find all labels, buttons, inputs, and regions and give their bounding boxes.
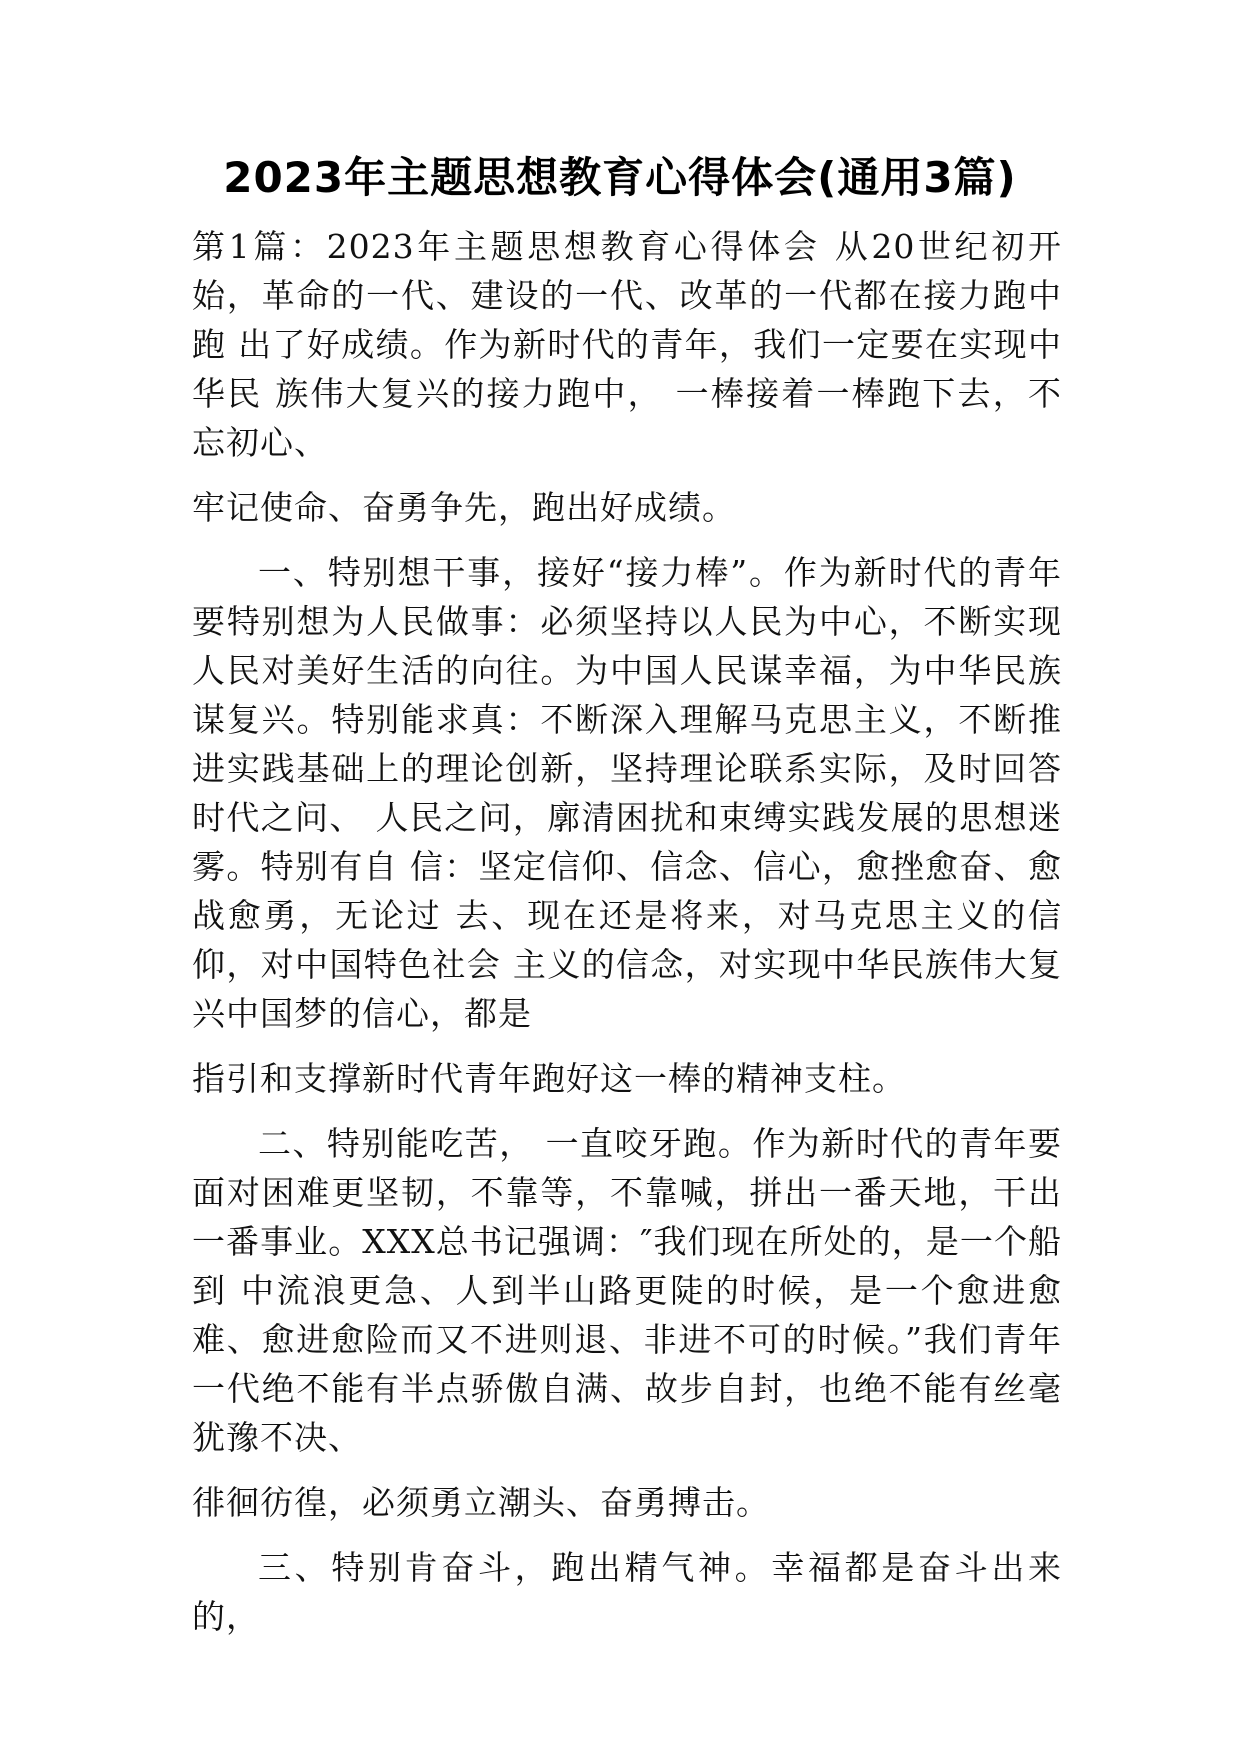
paragraph-intro-continued: 牢记使命、奋勇争先，跑出好成绩。 — [192, 488, 736, 527]
paragraph-section-two-continued: 徘徊彷徨，必须勇立潮头、奋勇搏击。 — [192, 1483, 770, 1522]
paragraph-section-one-continued: 指引和支撑新时代青年跑好这一棒的精神支柱。 — [192, 1059, 906, 1098]
document-body — [192, 222, 1062, 1641]
paragraph-section-two: 二、特别能吃苦， 一直咬牙跑。作为新时代的青年要面对困难更坚韧，不靠等，不靠喊，拼出一番天地，干出一番事业。XXX总书记强调：″我们现在所处的，是一个船到 中流浪更急、人到半山路更陡的时候，是一个愈进愈难、愈进愈险而又不进则退、非进不可的时候。”我们青年一代绝不能有半点骄傲自满、故步自封，也绝不能有丝毫犹豫不决、 — [192, 1124, 1062, 1457]
paragraph-intro: 第1篇：2023年主题思想教育心得体会 从20世纪初开 始，革命的一代、建设的一代、改革的一代都在接力跑中跑 出了好成绩。作为新时代的青年，我们一定要在实现中华民 族伟大复兴的接力跑中， 一棒接着一棒跑下去，不忘初心、 — [192, 227, 1062, 462]
document-title: 2023年主题思想教育心得体会(通用3篇) — [223, 153, 1017, 202]
paragraph-section-one: 一、特别想干事，接好“接力棒”。作为新时代的青年要特别想为人民做事：必须坚持以人民为中心，不断实现人民对美好生活的向往。为中国人民谋幸福，为中华民族谋复兴。特别能求真：不断深入理解马克思主义，不断推进实践基础上的理论创新，坚持理论联系实际，及时回答时代之问、 人民之问，廓清困扰和束缚实践发展的思想迷雾。特别有自 信：坚定信仰、信念、信心，愈挫愈奋、愈战愈勇，无论过 去、现在还是将来，对马克思主义的信仰，对中国特色社会 主义的信念，对实现中华民族伟大复兴中国梦的信心，都是 — [192, 553, 1062, 1033]
paragraph-section-three: 三、特别肯奋斗，跑出精气神。幸福都是奋斗出来的， — [192, 1548, 1062, 1636]
